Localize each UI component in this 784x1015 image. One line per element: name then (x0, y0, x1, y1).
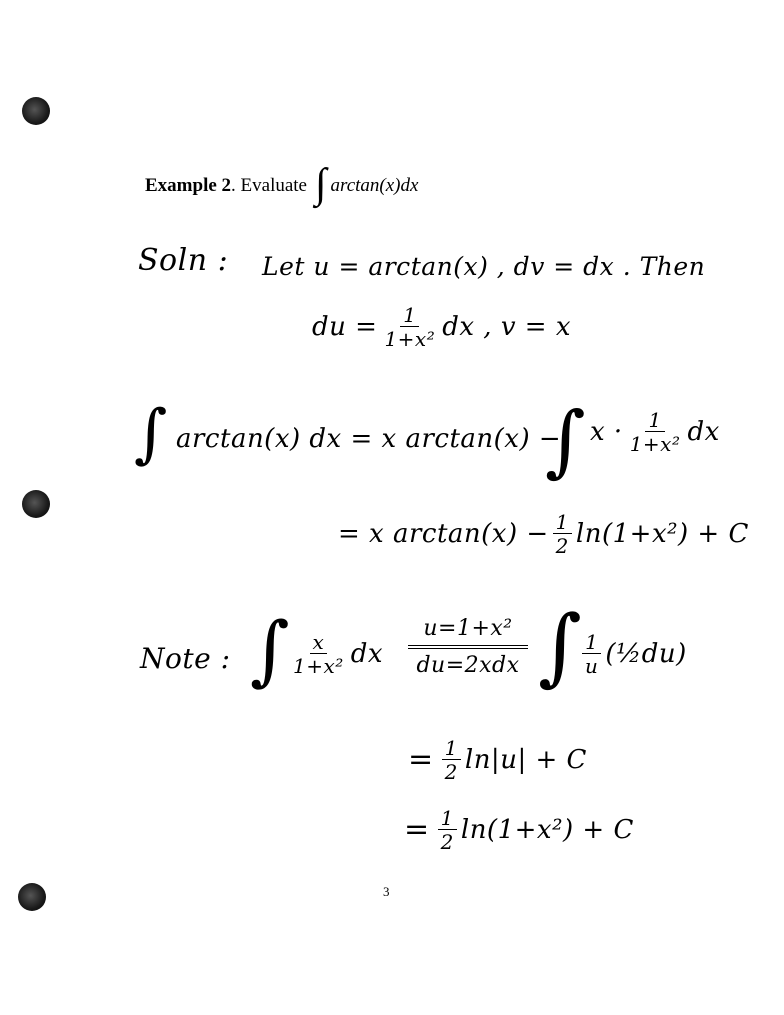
step2-den: 2 (440, 830, 454, 854)
du-fraction (381, 305, 438, 349)
step1-rest: ln|u| + C (464, 745, 587, 775)
binder-hole-bottom (18, 883, 46, 911)
soln-label: Soln : (138, 243, 229, 278)
integral-rhs-fraction (627, 410, 684, 454)
integral-rhs-x: x · (590, 417, 623, 447)
note-integrand (286, 632, 383, 676)
step2-rest: ln(1+x²) + C (460, 815, 634, 845)
note-frac-num: x (310, 632, 328, 654)
example-label: Example 2 (145, 175, 232, 196)
result-half-num: 1 (553, 512, 572, 534)
result-line (338, 512, 749, 556)
integral-sign: ∫ (315, 161, 327, 207)
result-prefix: = x arctan(x) − (338, 519, 549, 549)
step2-equals: = (404, 812, 430, 847)
integral-rhs-num: 1 (645, 410, 664, 432)
inner-den: u (585, 654, 599, 678)
inner-num: 1 (582, 632, 601, 654)
note-label: Note : (140, 642, 231, 675)
sub-bottom: du=2xdx (416, 653, 520, 678)
result-half (553, 512, 572, 556)
integral-rhs-dx: dx (687, 417, 720, 447)
inner-fraction (582, 632, 601, 676)
substitution (408, 618, 528, 677)
note-inner (578, 632, 687, 676)
note-frac-den: 1+x² (293, 654, 344, 678)
step2-num: 1 (438, 808, 457, 830)
step1-num: 1 (442, 738, 461, 760)
sub-rule-top (408, 645, 528, 646)
result-suffix: ln(1+x²) + C (575, 519, 749, 549)
binder-hole-middle (22, 490, 50, 518)
note-dx: dx (350, 639, 384, 669)
integral-rhs-den: 1+x² (629, 432, 681, 456)
step2-line (404, 808, 634, 852)
note-integral-sign: ∫ (250, 605, 290, 694)
du-prefix: du = (312, 312, 378, 342)
integral-rhs (590, 410, 720, 454)
note-integral-sign-rhs: ∫ (538, 597, 582, 695)
du-line (312, 305, 571, 349)
step2-fraction (438, 808, 457, 852)
du-num: 1 (400, 305, 419, 327)
du-den: 1+x² (384, 327, 436, 351)
inner-paren: (½du) (605, 639, 687, 669)
page-number: 3 (383, 884, 390, 899)
step1-equals: = (408, 742, 434, 777)
step1-line (408, 738, 587, 782)
step1-den: 2 (444, 760, 458, 784)
step1-fraction (442, 738, 461, 782)
note-fraction (290, 632, 347, 676)
let-line: Let u = arctan(x) , dv = dx . Then (262, 252, 706, 281)
sub-top: u=1+x² (423, 616, 513, 641)
integral-sign-rhs: ∫ (545, 396, 586, 486)
evaluate-text: . Evaluate (231, 175, 307, 196)
binder-hole-top (22, 97, 50, 125)
sub-rule-bottom (408, 648, 528, 649)
integrand: arctan(x)dx (330, 175, 419, 196)
example-heading (145, 162, 418, 210)
integral-sign-large: ∫ (134, 397, 168, 471)
integral-lhs: arctan(x) dx = x arctan(x) − (176, 424, 562, 454)
result-half-den: 2 (555, 534, 569, 558)
du-suffix: dx , v = x (442, 312, 572, 342)
